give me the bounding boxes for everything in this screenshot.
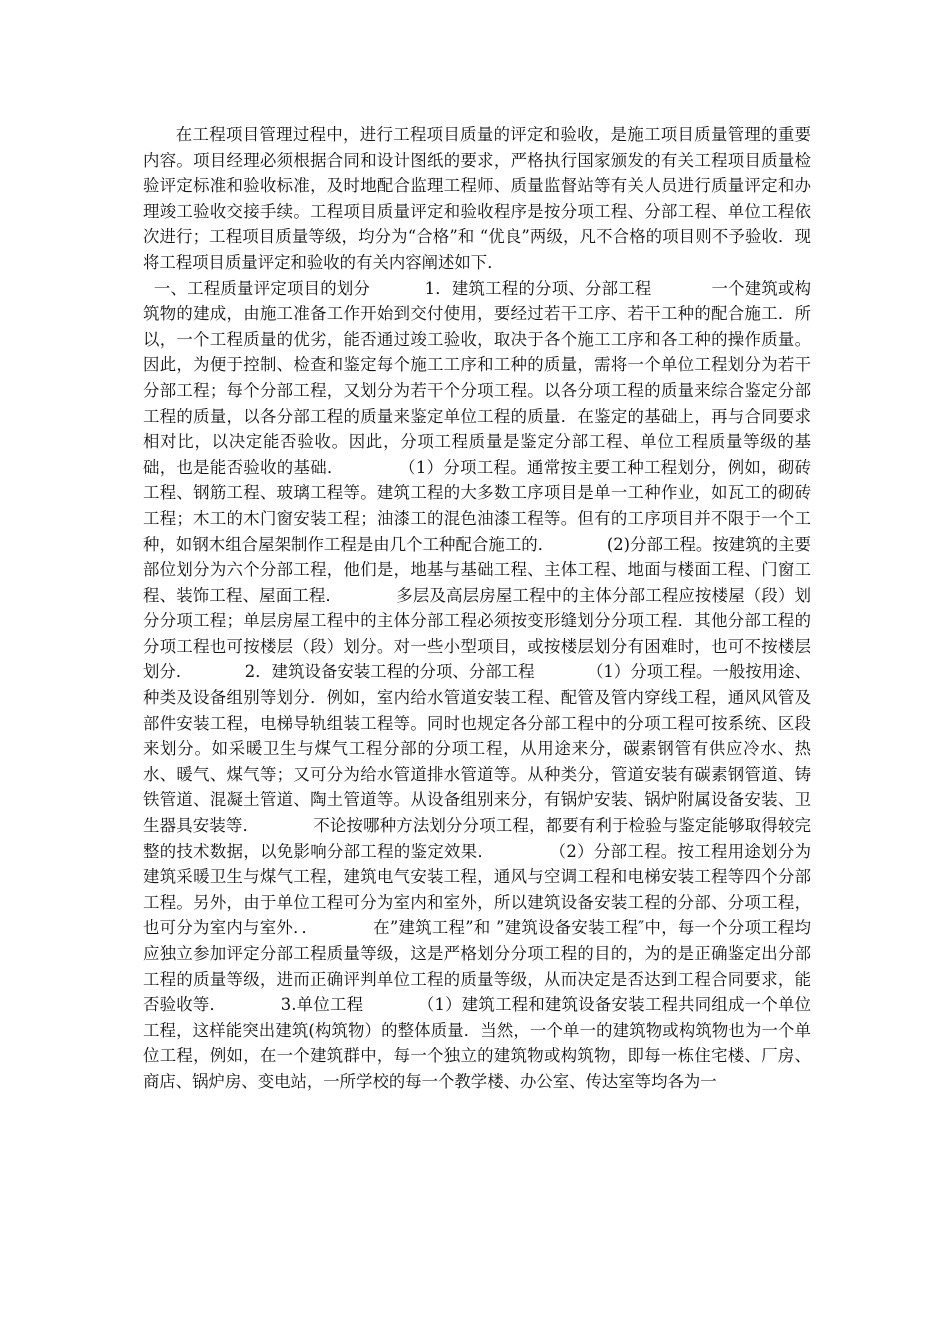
intro-paragraph: 在工程项目管理过程中，进行工程项目质量的评定和验收，是施工项目质量管理的重要内容。项目经理必须根据合同和设计图纸的要求，严格执行国家颁发的有关工程项目质量检验评定标准和验收标准，及时地配合监理工程师、质量监督站等有关人员进行质量评定和办理竣工验收交接手续。工程项目质量评定和验收程序是按分项工程、分部工程、单位工程依次进行；工程项目质量等级，均分为“合格”和 “优良”两级，凡不合格的项目则不予验收．现将工程项目质量评定和验收的有关内容阐述如下．: [143, 125, 811, 272]
document-body: [143, 122, 811, 1095]
body-paragraph: 一、工程质量评定项目的划分 1．建筑工程的分项、分部工程 一个建筑或构筑物的建成，由施工准备工作开始到交付使用，要经过若干工序、若干工种的配合施工．所以，一个工程质量的优劣，能否通过竣工验收，取决于各个施工工序和各工种的操作质量。因此，为便于控制、检查和鉴定每个施工工序和工种的质量，需将一个单位工程划分为若干分部工程；每个分部工程，又划分为若干个分项工程。以各分项工程的质量来综合鉴定分部工程的质量，以各分部工程的质量来鉴定单位工程的质量．在鉴定的基础上，再与合同要求相对比，以决定能否验收。因此，分项工程质量是鉴定分部工程、单位工程质量等级的基础，也是能否验收的基础． （1）分项工程。通常按主要工种工程划分，例如，砌砖工程、钢筋工程、玻璃工程等。建筑工程的大多数工序项目是单一工种作业，如瓦工的砌砖工程；木工的木门窗安装工程；油漆工的混色油漆工程等。但有的工序项目并不限于一个工种，如钢木组合屋架制作工程是由几个工种配合施工的． (2)分部工程。按建筑的主要部位划分为六个分部工程，他们是，地基与基础工程、主体工程、地面与楼面工程、门窗工程、装饰工程、屋面工程． 多层及高层房屋工程中的主体分部工程应按楼屋（段）划分分项工程；单层房屋工程中的主体分部工程必须按变形缝划分分项工程．其他分部工程的分项工程也可按楼层（段）划分。对一些小型项目，或按楼层划分有困难时，也可不按楼层划分． 2．建筑设备安装工程的分项、分部工程 （1）分项工程。一般按用途、种类及设备组别等划分．例如，室内给水管道安装工程、配管及管内穿线工程，通风风管及部件安装工程，电梯导轨组装工程等。同时也规定各分部工程中的分项工程可按系统、区段来划分。如采暖卫生与煤气工程分部的分项工程，从用途来分，碳素钢管有供应冷水、热水、暖气、煤气等；又可分为给水管道排水管道等。从种类分，管道安装有碳素钢管道、铸铁管道、混凝土管道、陶土管道等。从设备组别来分，有锅炉安装、锅炉附属设备安装、卫生器具安装等． 不论按哪种方法划分分项工程，都要有利于检验与鉴定能够取得较完整的技术数据，以免影响分部工程的鉴定效果． （2）分部工程。按工程用途划分为建筑采暖卫生与煤气工程，建筑电气安装工程，通风与空调工程和电梯安装工程等四个分部工程。另外，由于单位工程可分为室内和室外，所以建筑设备安装工程的分部、分项工程，也可分为室内与室外．． 在”建筑工程”和 ”建筑设备安装工程″中，每一个分项工程均应独立参加评定分部工程质量等级，这是严格划分分项工程的目的，为的是正确鉴定出分部工程的质量等级，进而正确评判单位工程的质量等级，从而决定是否达到工程合同要求，能否验收等． 3.单位工程 （1）建筑工程和建筑设备安装工程共同组成一个单位工程，这样能突出建筑(构筑物）的整体质量．当然，一个单一的建筑物或构筑物也为一个单位工程，例如，在一个建筑群中，每一个独立的建筑物或构筑物，即每一栋住宅楼、厂房、商店、锅炉房、变电站，一所学校的每一个教学楼、办公室、传达室等均各为一: [143, 278, 811, 1091]
